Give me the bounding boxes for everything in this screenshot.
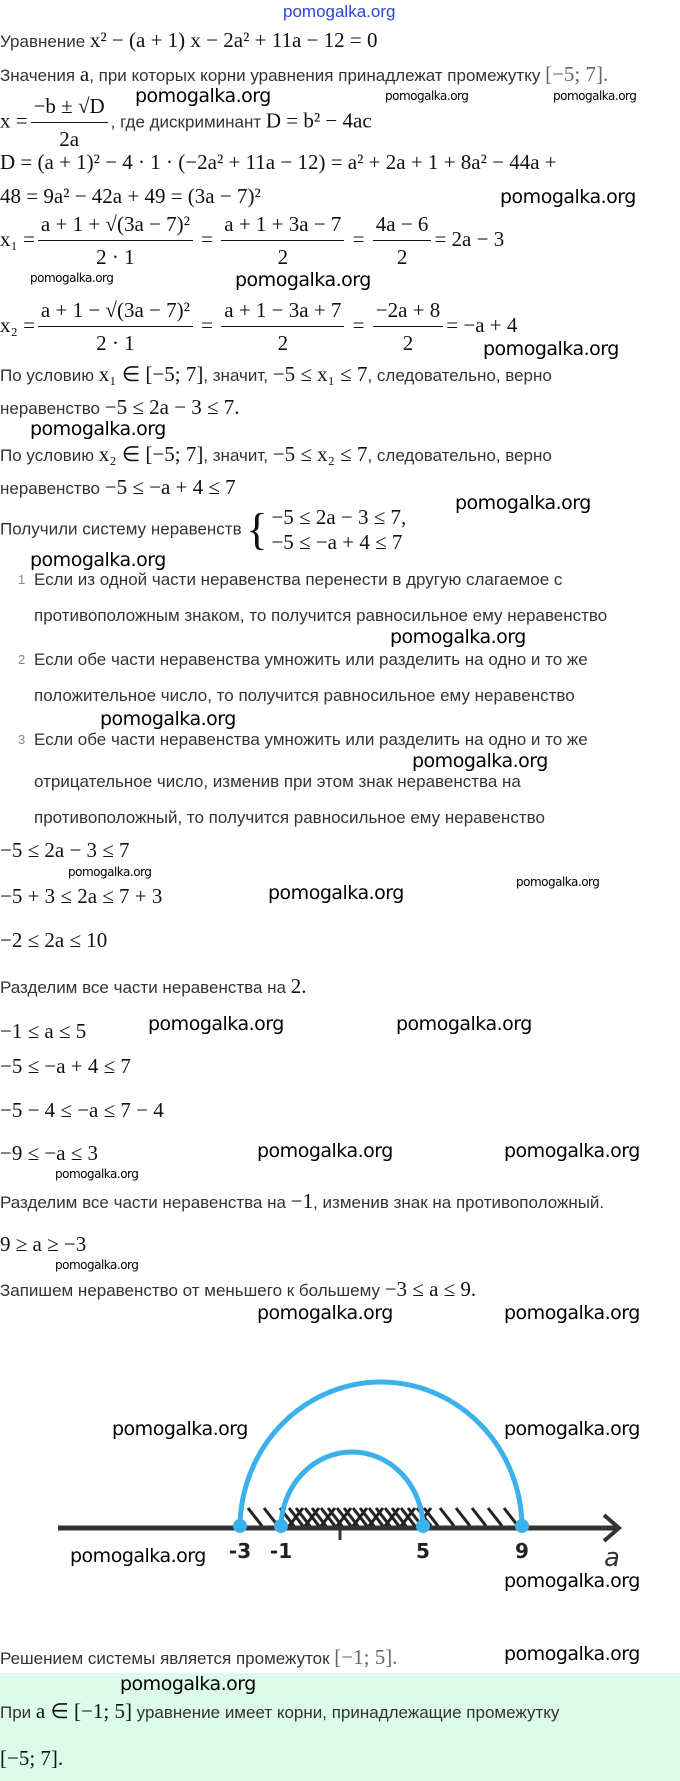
rule-text: отрицательное число, изменив при этом знак неравенства на xyxy=(34,772,521,791)
label: , следовательно, верно xyxy=(367,366,552,385)
math: a xyxy=(79,62,90,86)
watermark: pomogalka.org xyxy=(500,186,636,208)
math: −5 ≤ x₂ ≤ 7 xyxy=(272,442,368,466)
math: 2. xyxy=(290,974,307,998)
label: неравенство xyxy=(0,399,105,418)
point-marker xyxy=(515,1519,529,1533)
label: неравенство xyxy=(0,479,105,498)
site-title[interactable]: pomogalka.org xyxy=(283,2,396,21)
step: −5 + 3 ≤ 2a ≤ 7 + 3 xyxy=(0,884,163,908)
label: Уравнение xyxy=(0,32,90,51)
watermark: pomogalka.org xyxy=(268,882,404,904)
watermark: pomogalka.org xyxy=(504,1643,640,1665)
math: x = xyxy=(0,108,28,133)
discriminant-line-1: D = (a + 1)² − 4 · 1 · (−2a² + 11a − 12) = a² + 2a + 1 + 8a² − 44a + xyxy=(0,150,557,174)
hatch-mark xyxy=(472,1508,486,1526)
math: −3 ≤ a ≤ 9. xyxy=(384,1277,477,1301)
math: −5 ≤ −a + 4 ≤ 7 xyxy=(104,475,236,499)
denominator: 2 · 1 xyxy=(96,245,135,269)
x1-formula: x₁ = $\frac{\text{a + 1 + √(3a − 7)²}}{2 \cdot 1}$ = $\frac{a + 1 + 3a - 7}{2}$ = $\frac{4a - 6}{2}$ = 2a − 3 xyxy=(0,212,505,269)
denominator: 2a xyxy=(59,127,80,151)
step: −9 ≤ −a ≤ 3 xyxy=(0,1141,99,1165)
watermark: pomogalka.org xyxy=(148,1013,284,1035)
answer-box xyxy=(0,1673,680,1781)
condition-x1 xyxy=(0,362,552,387)
watermark: pomogalka.org xyxy=(30,418,166,440)
watermark: pomogalka.org xyxy=(235,269,371,291)
rule-number: 3 xyxy=(18,732,26,747)
order-line xyxy=(0,1277,476,1302)
watermark: pomogalka.org xyxy=(30,549,166,571)
watermark: pomogalka.org xyxy=(135,85,271,107)
rule-number: 1 xyxy=(18,572,26,587)
hatch-mark xyxy=(456,1508,470,1526)
label: Разделим все части неравенства на xyxy=(0,978,291,997)
math: = −a + 4 xyxy=(446,312,518,337)
rule-text: Если из одной части неравенства перенести в другую слагаемое с xyxy=(34,570,563,589)
math: x₁ = xyxy=(0,226,35,251)
hatch-mark xyxy=(488,1508,502,1526)
denominator: 2 · 1 xyxy=(96,331,135,355)
task-line xyxy=(0,62,608,87)
divide-by-minus-1 xyxy=(0,1189,604,1214)
point-marker xyxy=(416,1519,430,1533)
watermark: pomogalka.org xyxy=(504,1570,640,1592)
watermark: pomogalka.org xyxy=(385,89,469,103)
label: уравнение имеет корни, принадлежащие промежутку xyxy=(131,1703,560,1722)
math: x₁ ∈ [−5; 7] xyxy=(98,362,204,386)
watermark: pomogalka.org xyxy=(396,1013,532,1035)
math: a ∈ [−1; 5] xyxy=(35,1699,132,1723)
answer-line-1 xyxy=(0,1699,559,1724)
step: −5 ≤ 2a − 3 ≤ 7 xyxy=(0,838,130,862)
math: −5 ≤ −a + 4 ≤ 7 xyxy=(271,529,403,554)
watermark: pomogalka.org xyxy=(68,865,152,879)
watermark: pomogalka.org xyxy=(504,1302,640,1324)
label: , значит, xyxy=(203,446,273,465)
condition-x2 xyxy=(0,442,552,467)
watermark: pomogalka.org xyxy=(257,1302,393,1324)
point-label: -3 xyxy=(228,1539,252,1563)
watermark: pomogalka.org xyxy=(553,89,637,103)
point-label: 5 xyxy=(416,1539,430,1563)
system xyxy=(0,504,406,555)
watermark: pomogalka.org xyxy=(30,271,114,285)
numerator: 4a − 6 xyxy=(373,212,432,241)
label: , изменив знак на противоположный. xyxy=(313,1193,605,1212)
watermark: pomogalka.org xyxy=(516,875,600,889)
label: По условию xyxy=(0,446,99,465)
point-marker xyxy=(233,1519,247,1533)
numerator: a + 1 − 3a + 7 xyxy=(221,298,344,327)
math: x₂ ∈ [−5; 7] xyxy=(98,442,204,466)
math: −5 ≤ 2a − 3 ≤ 7. xyxy=(104,395,240,419)
step: −2 ≤ 2a ≤ 10 xyxy=(0,928,108,952)
label: Решением системы является промежуток xyxy=(0,1649,335,1668)
math: [−5; 7]. xyxy=(545,62,609,86)
rule-number: 2 xyxy=(18,652,26,667)
step: −1 ≤ a ≤ 5 xyxy=(0,1019,87,1043)
inequality-1 xyxy=(0,395,240,420)
math: [−1; 5]. xyxy=(334,1645,398,1669)
x2-formula: x₂ = $\frac{\text{a + 1 − √(3a − 7)²}}{2 \cdot 1}$ = $\frac{a + 1 - 3a + 7}{2}$ = $\frac{-2a + 8}{2}$ = −a + 4 xyxy=(0,298,518,355)
label: , значит, xyxy=(203,366,273,385)
label: , следовательно, верно xyxy=(367,446,552,465)
numerator: a + 1 + √(3a − 7)² xyxy=(38,212,193,241)
math: x₂ = xyxy=(0,312,35,337)
rule-text: противоположным знаком, то получится равносильное ему неравенство xyxy=(34,606,608,625)
math: −5 ≤ x₁ ≤ 7 xyxy=(272,362,368,386)
watermark: pomogalka.org xyxy=(504,1418,640,1440)
rule-text: Если обе части неравенства умножить или разделить на одно и то же xyxy=(34,730,588,749)
denominator: 2 xyxy=(402,331,414,355)
label: При xyxy=(0,1703,36,1722)
rule-text: положительное число, то получится равносильное ему неравенство xyxy=(34,686,575,705)
hatch-mark xyxy=(248,1508,262,1526)
hatch-mark xyxy=(440,1508,454,1526)
inequality-2 xyxy=(0,475,236,500)
watermark: pomogalka.org xyxy=(257,1140,393,1162)
math: x² − (a + 1) x − 2a² + 11a − 12 = 0 xyxy=(89,28,378,52)
watermark: pomogalka.org xyxy=(483,338,619,360)
label: По условию xyxy=(0,366,99,385)
rule-text: Если обе части неравенства умножить или разделить на одно и то же xyxy=(34,650,588,669)
watermark: pomogalka.org xyxy=(120,1673,256,1695)
math: D = b² − 4ac xyxy=(265,108,372,133)
watermark: pomogalka.org xyxy=(70,1545,206,1567)
watermark: pomogalka.org xyxy=(390,626,526,648)
denominator: 2 xyxy=(277,245,289,269)
math: −5 ≤ 2a − 3 ≤ 7, xyxy=(271,504,407,529)
watermark: pomogalka.org xyxy=(55,1258,139,1272)
denominator: 2 xyxy=(277,331,289,355)
axis-variable: a xyxy=(604,1543,620,1573)
denominator: 2 xyxy=(396,245,408,269)
divide-by-2 xyxy=(0,974,307,999)
label: Запишем неравенство от меньшего к большему xyxy=(0,1281,385,1300)
label: , где дискриминант xyxy=(110,112,266,132)
numerator: −2a + 8 xyxy=(373,298,444,327)
step: −5 ≤ −a + 4 ≤ 7 xyxy=(0,1054,131,1078)
label: Разделим все части неравенства на xyxy=(0,1193,291,1212)
equation-line xyxy=(0,28,377,53)
watermark: pomogalka.org xyxy=(504,1140,640,1162)
numerator: a + 1 − √(3a − 7)² xyxy=(38,298,193,327)
rule-text: противоположный, то получится равносильное ему неравенство xyxy=(34,808,545,827)
math: −1 xyxy=(290,1189,314,1213)
discriminant-line-2: 48 = 9a² − 42a + 49 = (3a − 7)² xyxy=(0,184,261,208)
brace-icon: { xyxy=(246,505,268,554)
watermark: pomogalka.org xyxy=(455,492,591,514)
solution-line xyxy=(0,1645,397,1670)
numerator: −b ± √D xyxy=(31,94,108,123)
step: 9 ≥ a ≥ −3 xyxy=(0,1232,87,1256)
hatching xyxy=(248,1508,518,1526)
numerator: a + 1 + 3a − 7 xyxy=(221,212,344,241)
watermark: pomogalka.org xyxy=(412,750,548,772)
point-label: -1 xyxy=(269,1539,293,1563)
math: = 2a − 3 xyxy=(434,226,505,251)
label: Значения xyxy=(0,66,80,85)
watermark: pomogalka.org xyxy=(55,1167,139,1181)
step: −5 − 4 ≤ −a ≤ 7 − 4 xyxy=(0,1098,164,1122)
watermark: pomogalka.org xyxy=(100,708,236,730)
answer-line-2: [−5; 7]. xyxy=(0,1746,64,1770)
watermark: pomogalka.org xyxy=(112,1418,248,1440)
label: , при которых корни уравнения принадлежат промежутку xyxy=(89,66,546,85)
point-marker xyxy=(274,1519,288,1533)
point-label: 9 xyxy=(515,1539,529,1563)
label: Получили систему неравенств xyxy=(0,519,247,539)
